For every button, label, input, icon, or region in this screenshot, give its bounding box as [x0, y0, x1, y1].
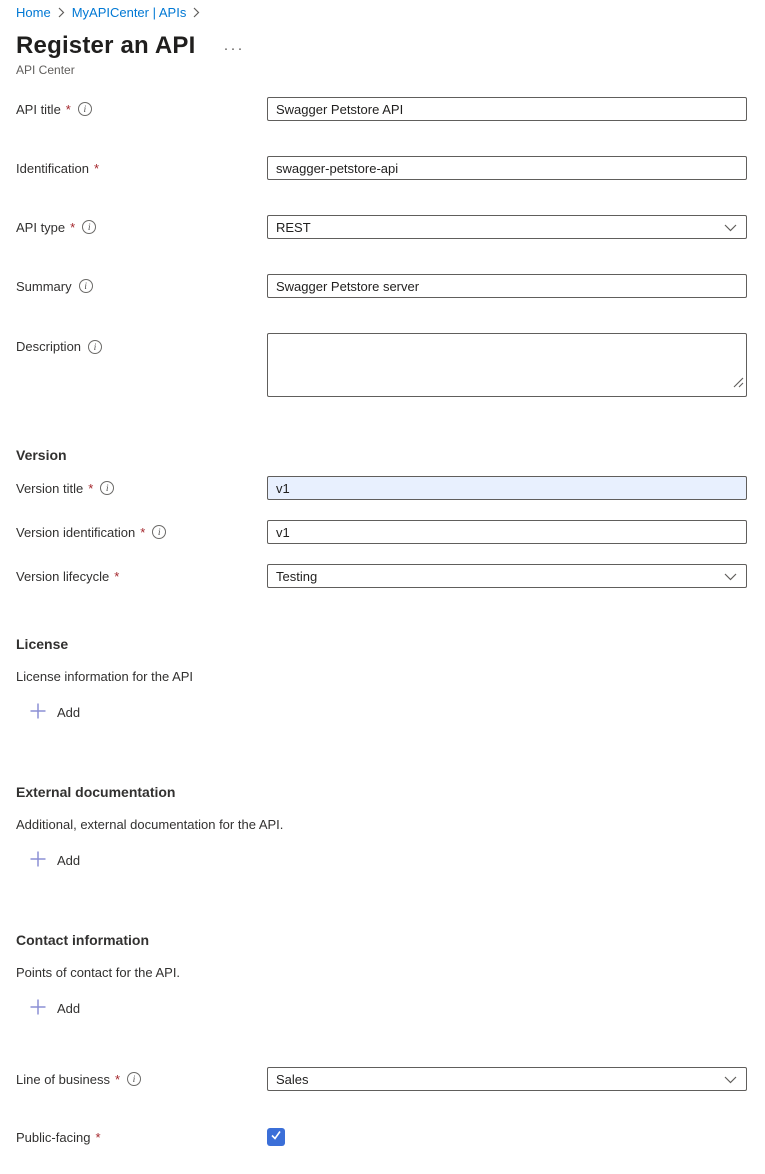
license-section-description: License information for the API [16, 669, 194, 684]
identification-label [16, 161, 267, 176]
api-type-selected-value: REST [276, 219, 311, 235]
page-subtitle: API Center [16, 63, 75, 77]
version-section-header: Version [16, 447, 67, 463]
field-row-version-title [16, 476, 749, 500]
required-asterisk: * [140, 524, 146, 540]
version-identification-label [16, 525, 267, 540]
version-lifecycle-selected-value: Testing [276, 568, 318, 584]
chevron-down-icon [724, 220, 737, 235]
chevron-right-icon [193, 7, 200, 18]
checkmark-icon [270, 1128, 282, 1146]
info-icon[interactable]: i [152, 525, 166, 539]
line-of-business-label [16, 1072, 267, 1087]
breadcrumb-apicenter-link[interactable]: MyAPICenter | APIs [71, 4, 187, 20]
chevron-down-icon [724, 569, 737, 584]
description-label [16, 333, 267, 354]
contact-information-add-button[interactable] [30, 996, 80, 1020]
field-row-version-identification [16, 520, 749, 544]
field-row-version-lifecycle [16, 564, 749, 588]
identification-label-text: Identification [16, 160, 89, 176]
identification-input[interactable] [267, 156, 747, 180]
required-asterisk: * [114, 568, 120, 584]
public-facing-label-text: Public-facing [16, 1129, 91, 1145]
version-identification-input[interactable] [267, 520, 747, 544]
plus-icon [30, 851, 46, 870]
version-lifecycle-label-text: Version lifecycle [16, 568, 110, 584]
license-add-button[interactable] [30, 700, 80, 724]
field-row-public-facing [16, 1128, 749, 1146]
summary-input[interactable] [267, 274, 747, 298]
page-title: Register an API [16, 32, 196, 59]
contact-information-description: Points of contact for the API. [16, 965, 181, 980]
info-icon[interactable]: i [127, 1072, 141, 1086]
plus-icon [30, 703, 46, 722]
breadcrumb [16, 3, 749, 21]
summary-label-text: Summary [16, 278, 72, 294]
plus-icon [30, 999, 46, 1018]
field-row-summary [16, 274, 749, 298]
field-row-line-of-business [16, 1067, 749, 1091]
api-title-label-text: API title [16, 101, 61, 117]
license-section [16, 636, 749, 724]
info-icon[interactable]: i [78, 102, 92, 116]
api-type-dropdown[interactable] [267, 215, 747, 239]
api-type-label-text: API type [16, 219, 66, 235]
public-facing-label [16, 1130, 267, 1145]
field-row-description [16, 333, 749, 397]
required-asterisk: * [94, 160, 100, 176]
required-asterisk: * [88, 480, 94, 496]
summary-label [16, 279, 267, 294]
contact-information-header: Contact information [16, 932, 149, 948]
required-asterisk: * [95, 1129, 101, 1145]
context-menu-ellipsis-icon[interactable]: ··· [223, 40, 245, 57]
version-title-input[interactable] [267, 476, 747, 500]
api-title-input[interactable] [267, 97, 747, 121]
line-of-business-label-text: Line of business [16, 1071, 110, 1087]
description-textarea[interactable] [267, 333, 747, 397]
api-title-label [16, 102, 267, 117]
line-of-business-selected-value: Sales [276, 1071, 309, 1087]
contact-information-add-label: Add [57, 1000, 81, 1016]
license-add-label: Add [57, 704, 81, 720]
api-type-label [16, 220, 267, 235]
field-row-api-title [16, 97, 749, 121]
contact-information-section [16, 932, 749, 1020]
required-asterisk: * [65, 101, 71, 117]
line-of-business-dropdown[interactable] [267, 1067, 747, 1091]
field-row-api-type [16, 215, 749, 239]
field-row-identification [16, 156, 749, 180]
register-api-form [16, 97, 749, 1146]
external-documentation-description: Additional, external documentation for the API. [16, 817, 284, 832]
description-label-text: Description [16, 339, 82, 354]
version-identification-label-text: Version identification [16, 524, 136, 540]
chevron-right-icon [58, 7, 65, 18]
license-section-header: License [16, 636, 69, 652]
info-icon[interactable]: i [100, 481, 114, 495]
version-title-label [16, 481, 267, 496]
version-lifecycle-label [16, 569, 267, 584]
version-title-label-text: Version title [16, 480, 84, 496]
external-documentation-header: External documentation [16, 784, 176, 800]
required-asterisk: * [70, 219, 76, 235]
breadcrumb-home-link[interactable]: Home [16, 4, 51, 20]
external-documentation-add-button[interactable] [30, 848, 80, 872]
version-lifecycle-dropdown[interactable] [267, 564, 747, 588]
public-facing-checkbox[interactable] [267, 1128, 285, 1146]
info-icon[interactable]: i [79, 279, 93, 293]
external-documentation-add-label: Add [57, 852, 81, 868]
info-icon[interactable]: i [82, 220, 96, 234]
chevron-down-icon [724, 1072, 737, 1087]
info-icon[interactable]: i [88, 340, 102, 354]
external-documentation-section [16, 784, 749, 872]
required-asterisk: * [114, 1071, 121, 1087]
